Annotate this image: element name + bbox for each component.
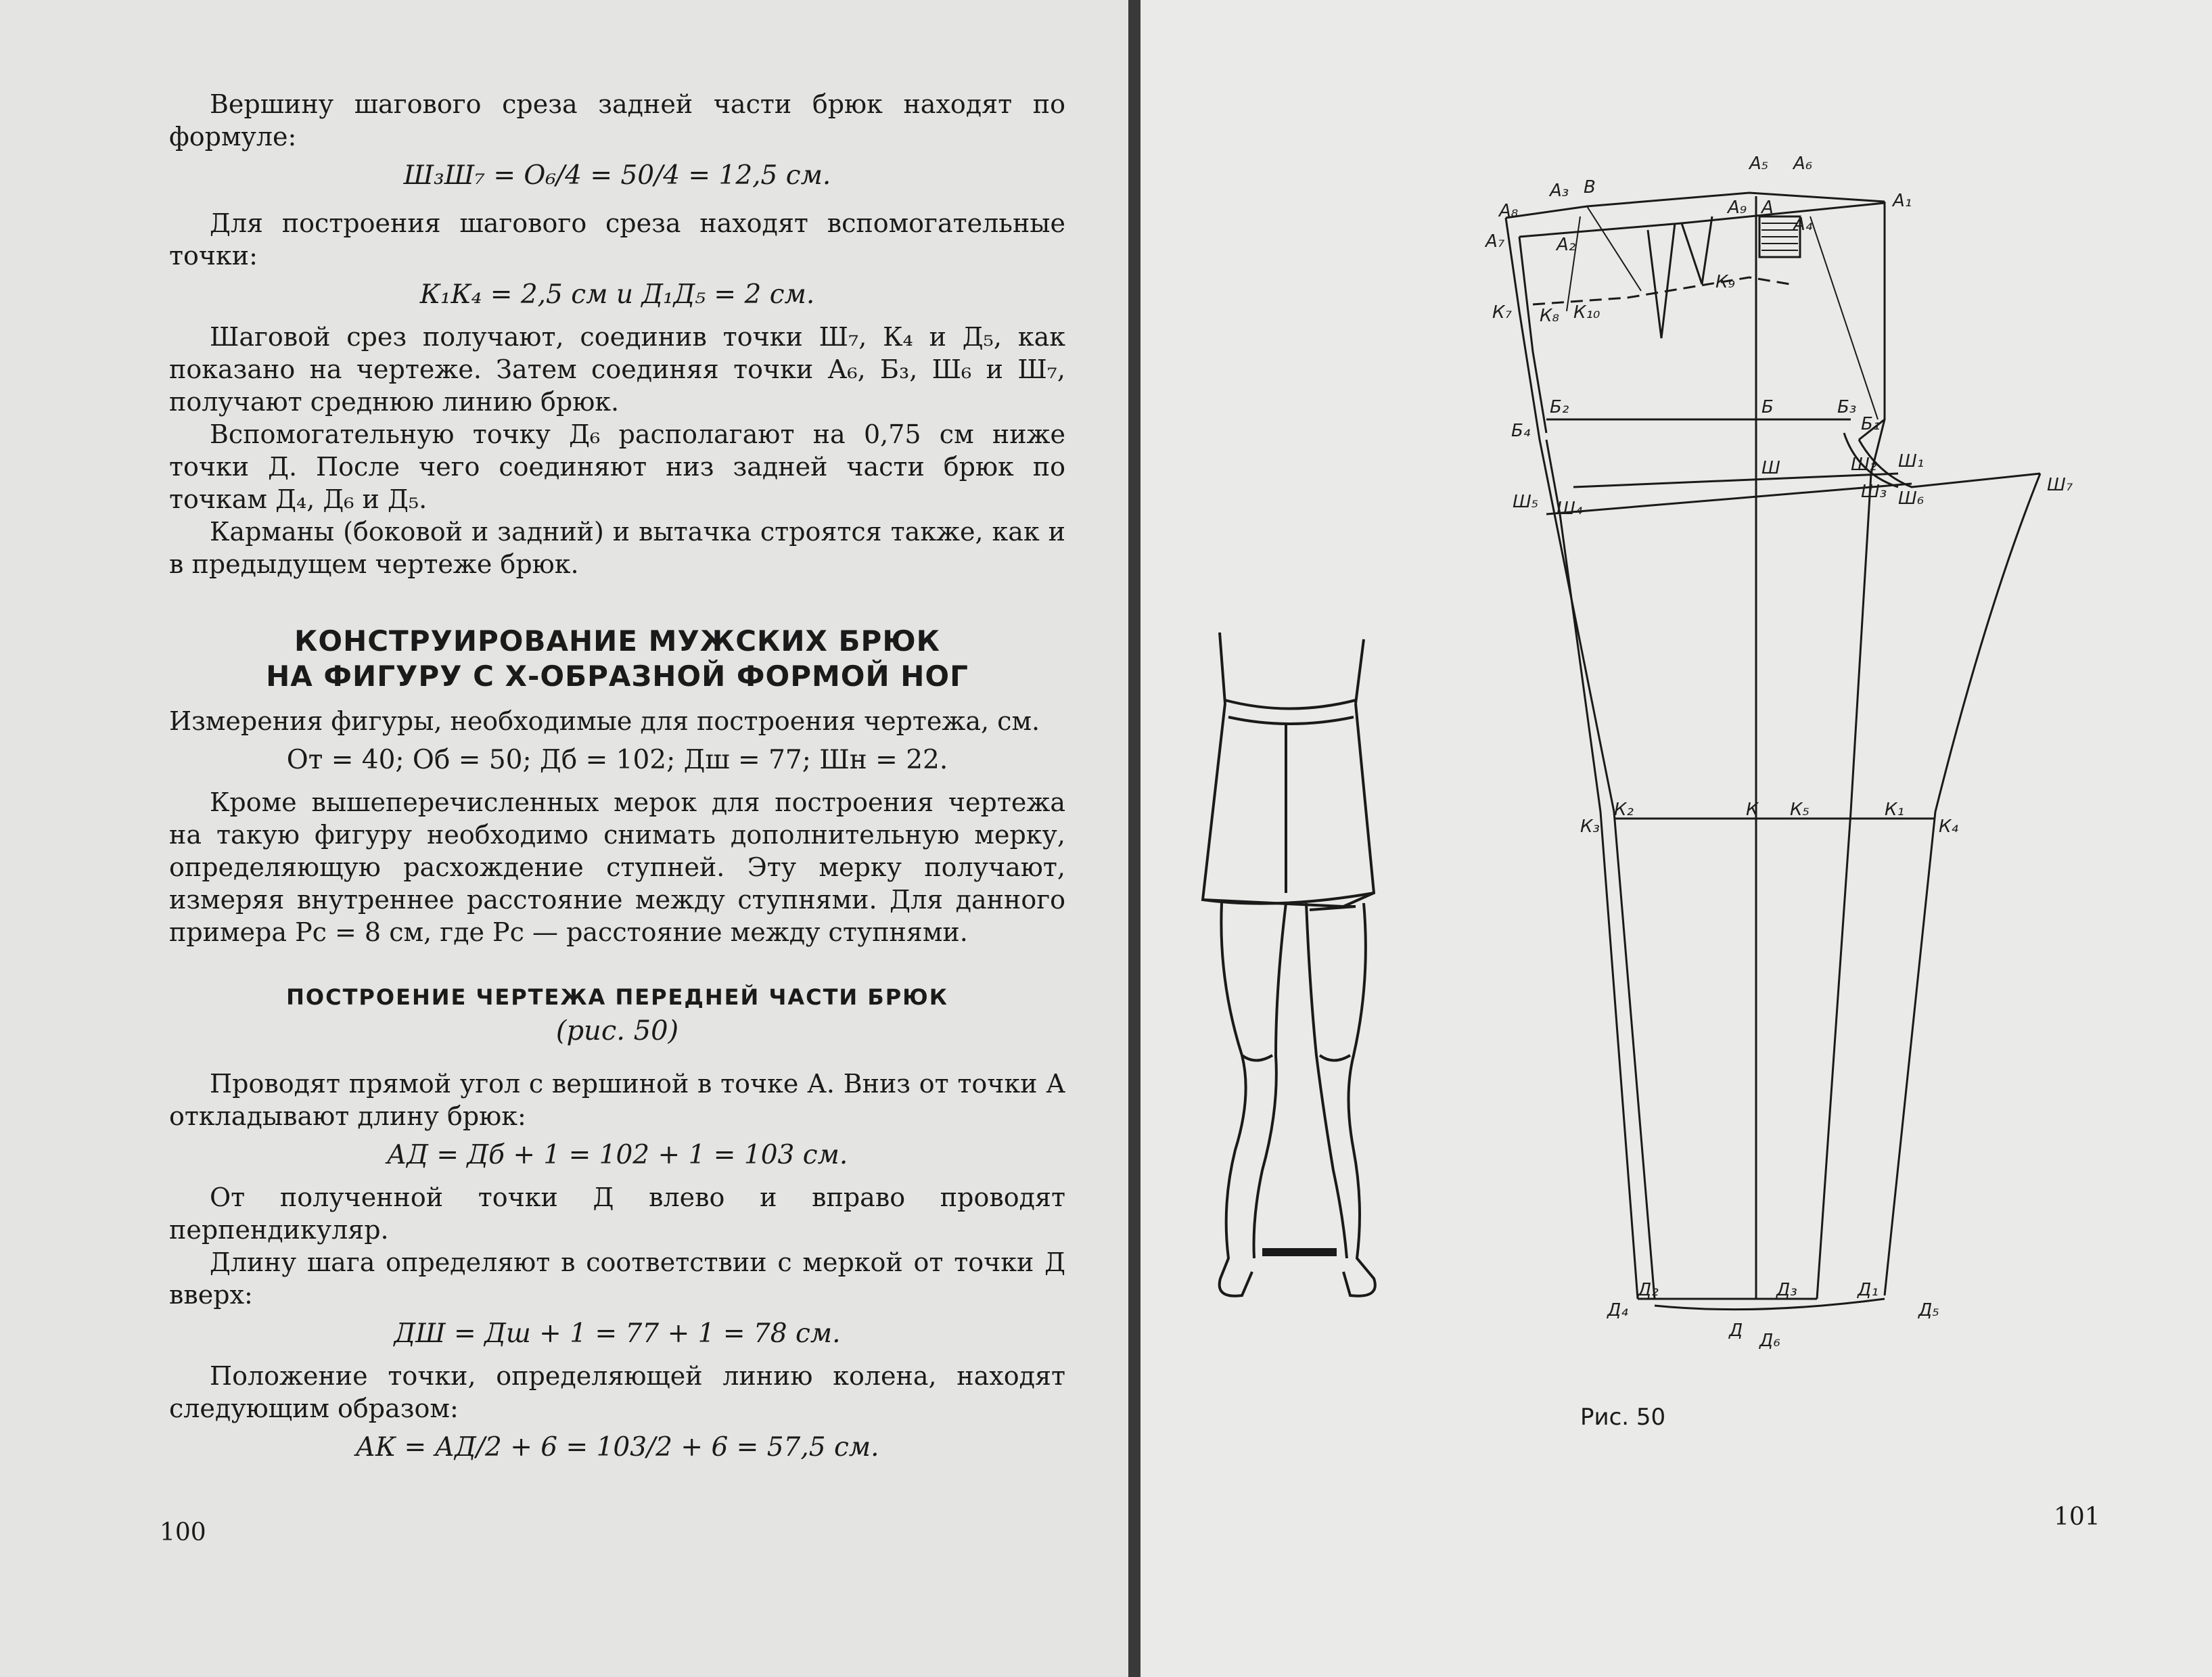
label-sh6: Ш₆ [1898, 488, 1925, 509]
right-page [1140, 0, 2212, 1677]
paragraph: Измерения фигуры, необходимые для построения чертежа, см. [169, 706, 1040, 736]
paragraph: Проводят прямой угол с вершиной в точке А. Вниз от точки А откладывают длину брюк: [169, 1069, 1065, 1131]
label-b3: Б₃ [1837, 397, 1857, 417]
label-k: К [1746, 800, 1759, 820]
label-k5: К₅ [1790, 800, 1810, 820]
label-d4: Д₄ [1607, 1300, 1628, 1320]
label-d3: Д₃ [1776, 1280, 1797, 1300]
feet-distance-marker [1262, 1248, 1337, 1256]
label-a8: А₈ [1499, 201, 1519, 221]
label-a3: А₃ [1550, 181, 1569, 201]
label-k2: К₂ [1614, 800, 1634, 820]
label-k10: К₁₀ [1573, 302, 1600, 323]
paragraph: От полученной точки Д влево и вправо проводят перпендикуляр. [169, 1182, 1065, 1245]
label-d1: Д₁ [1858, 1280, 1879, 1300]
label-b4: Б₄ [1511, 421, 1531, 441]
label-a9: А₉ [1728, 198, 1747, 218]
formula: АК = АД/2 + 6 = 103/2 + 6 = 57,5 см. [355, 1432, 879, 1463]
label-a: А [1761, 198, 1774, 218]
label-sh3: Ш₃ [1861, 482, 1887, 502]
label-d2: Д₂ [1638, 1280, 1659, 1300]
label-k9: К₉ [1715, 272, 1735, 292]
label-sh2: Ш₂ [1851, 455, 1877, 475]
label-d6: Д₆ [1759, 1331, 1780, 1351]
paragraph: Шаговой срез получают, соединив точки Ш₇, К₄ и Д₅, как показано на чертеже. Затем соединяя точки А₆, Б₃, Ш₆ и Ш₇, получают среднюю линию брюк. [169, 322, 1065, 417]
paragraph: Длину шага определяют в соответствии с меркой от точки Д вверх: [169, 1247, 1065, 1310]
label-a7: А₇ [1485, 231, 1505, 252]
label-k8: К₈ [1540, 306, 1559, 326]
figure-legs-illustration [1140, 0, 2212, 1677]
paragraph: Карманы (боковой и задний) и вытачка строятся также, как и в предыдущем чертеже брюк. [169, 517, 1065, 579]
paragraph: Для построения шагового среза находят вспомогательные точки: [169, 208, 1065, 271]
label-sh4: Ш₄ [1557, 499, 1583, 519]
label-k7: К₇ [1492, 302, 1512, 323]
label-a5: А₅ [1749, 154, 1769, 174]
label-b1: Б₁ [1861, 414, 1881, 434]
label-sh5: Ш₅ [1513, 492, 1539, 512]
paragraph: Вспомогательную точку Д₆ располагают на 0,75 см ниже точки Д. После чего соединяют низ задней части брюк по точкам Д₄, Д₆ и Д₅. [169, 419, 1065, 514]
section-heading-line1: КОНСТРУИРОВАНИЕ МУЖСКИХ БРЮК [294, 624, 940, 658]
figure-caption: Рис. 50 [1580, 1404, 1666, 1431]
label-k1: К₁ [1885, 800, 1904, 820]
subsection-heading: ПОСТРОЕНИЕ ЧЕРТЕЖА ПЕРЕДНЕЙ ЧАСТИ БРЮК [286, 984, 948, 1010]
label-sh1: Ш₁ [1898, 451, 1925, 472]
label-b2: Б₂ [1550, 397, 1569, 417]
label-a1: А₁ [1893, 191, 1912, 211]
label-k4: К₄ [1939, 817, 1958, 837]
left-page-text [169, 88, 1065, 1473]
label-d5: Д₅ [1918, 1300, 1939, 1320]
measurements: От = 40; Об = 50; Дб = 102; Дш = 77; Шн = 22. [286, 745, 948, 775]
paragraph: Положение точки, определяющей линию колена, находят следующим образом: [169, 1361, 1065, 1423]
label-a2: А₂ [1557, 235, 1576, 255]
formula: Ш₃Ш₇ = О₆/4 = 50/4 = 12,5 см. [403, 160, 831, 191]
label-a4: А₄ [1793, 214, 1813, 235]
label-b: Б [1761, 397, 1774, 417]
label-a6-top: А₆ [1793, 154, 1813, 174]
figure-reference: (рис. 50) [555, 1015, 679, 1047]
book-gutter [1128, 0, 1140, 1677]
formula: К₁К₄ = 2,5 см и Д₁Д₅ = 2 см. [419, 279, 815, 310]
page-number: 101 [2054, 1503, 2100, 1531]
page-number: 100 [160, 1519, 206, 1546]
label-d: Д [1729, 1320, 1743, 1341]
formula: АД = Дб + 1 = 102 + 1 = 103 см. [386, 1140, 848, 1170]
pattern-point-labels [1484, 154, 2073, 1351]
paragraph: Кроме вышеперечисленных мерок для построения чертежа на такую фигуру необходимо снимать дополнительную мерку, определяющую расхождение ступней. Эту мерку получают, измеряя внутреннее расстояние между ступнями. Для данного примера Рс = 8 см, где Рс — расстояние между ступнями. [169, 787, 1065, 947]
label-sh: Ш [1761, 458, 1780, 478]
section-heading-line2: НА ФИГУРУ С Х-ОБРАЗНОЙ ФОРМОЙ НОГ [266, 660, 969, 693]
formula: ДШ = Дш + 1 = 77 + 1 = 78 см. [394, 1318, 841, 1349]
label-v: В [1584, 177, 1596, 198]
paragraph: Вершину шагового среза задней части брюк находят по формуле: [169, 89, 1065, 152]
label-k3: К₃ [1580, 817, 1600, 837]
label-sh7: Ш₇ [2047, 475, 2073, 495]
